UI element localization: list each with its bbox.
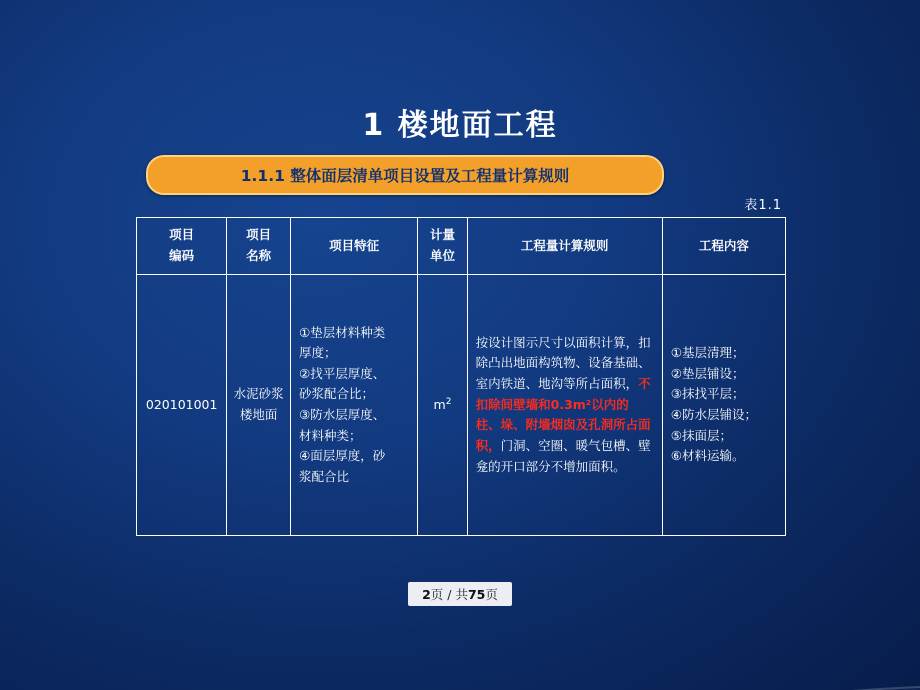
section-subtitle-pill <box>146 155 664 195</box>
cell-calculation-rule <box>467 275 662 536</box>
unit-text: $m^2$ <box>433 396 452 412</box>
header-line: 项目 <box>246 227 272 243</box>
table-header-cell-name <box>227 218 291 275</box>
header-line: 名称 <box>246 248 272 263</box>
page-total: 75 <box>467 587 486 602</box>
page-title: 1 楼地面工程 <box>362 108 558 143</box>
header-line: 项目 <box>169 227 195 243</box>
table-caption: 表1.1 <box>744 198 782 213</box>
feature-line: 砂浆配合比； <box>299 386 375 402</box>
content-line: ①基层清理； <box>670 345 745 361</box>
table-row <box>137 275 786 536</box>
feature-line: 材料种类； <box>299 427 362 443</box>
table-header-cell-content <box>662 218 785 275</box>
page-suffix: 页 <box>485 587 498 602</box>
cell-measure-unit <box>418 275 467 536</box>
feature-line: 浆配合比 <box>299 468 350 484</box>
content-line: ③抹找平层； <box>670 386 745 402</box>
table-header-row <box>137 218 786 275</box>
table-header-cell-unit <box>418 218 467 275</box>
page-indicator <box>0 582 920 606</box>
content-line: ④防水层铺设； <box>670 407 757 422</box>
table-header-cell-rule <box>467 218 662 275</box>
cell-project-name: 水泥砂浆楼地面 <box>227 275 291 536</box>
spec-table <box>136 217 786 536</box>
header-line: 工程内容 <box>698 237 749 253</box>
feature-line: ②找平层厚度、 <box>299 365 386 381</box>
table-header-cell-feature <box>291 218 418 275</box>
header-line: 编码 <box>169 248 195 263</box>
section-subtitle-text: 1.1.1 整体面层清单项目设置及工程量计算规则 <box>240 167 570 185</box>
page-separator: 页 / 共 <box>430 587 468 602</box>
feature-line: ④面层厚度，砂 <box>299 448 386 464</box>
content-line: ②垫层铺设； <box>670 365 745 381</box>
header-line: 工程量计算规则 <box>520 237 609 253</box>
page-current: 2 <box>422 587 431 602</box>
table-header-cell-code <box>137 218 227 275</box>
cell-work-content <box>662 275 785 536</box>
header-line: 单位 <box>429 248 455 263</box>
feature-line: 厚度； <box>299 345 337 361</box>
content-line: ⑤抹面层； <box>670 427 732 443</box>
cell-project-feature <box>291 275 418 536</box>
rule-segment-plain-2: 门洞、空圈、暖气包槽、壁龛的开口部分不增加面积。 <box>475 437 651 474</box>
content-line: ⑥材料运输。 <box>670 448 745 464</box>
rule-segment-highlight: 不扣除间壁墙和0.3m²以内的柱、垛、附墙烟囱及孔洞所占面积， <box>475 376 651 453</box>
cell-project-code: 020101001 <box>137 275 227 536</box>
rule-segment-plain-1: 按设计图示尺寸以面积计算，扣除凸出地面构筑物、设备基础、室内铁道、地沟等所占面积， <box>475 334 651 392</box>
header-line: 计量 <box>429 227 455 243</box>
header-line: 项目特征 <box>329 237 380 253</box>
feature-line: ①垫层材料种类 <box>299 324 386 340</box>
feature-line: ③防水层厚度、 <box>299 407 386 422</box>
